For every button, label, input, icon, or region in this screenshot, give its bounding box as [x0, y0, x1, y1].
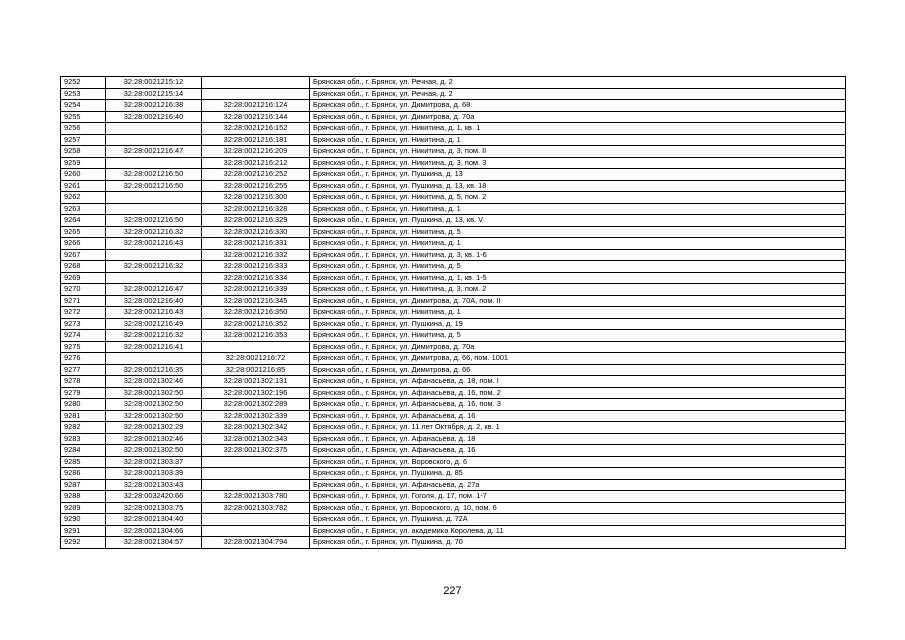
address-cell: Брянская обл., г. Брянск, ул. Пушкина, д. 13, кв. V	[310, 215, 846, 227]
table-row	[61, 330, 846, 342]
table-row	[61, 295, 846, 307]
table-row	[61, 226, 846, 238]
object-cadastral-number-cell: 32:28:0021216:209	[202, 146, 310, 158]
object-cadastral-number-cell: 32:28:0021302:196	[202, 387, 310, 399]
row-number-cell: 9272	[61, 307, 106, 319]
land-cadastral-number-cell	[106, 123, 202, 135]
table-row	[61, 387, 846, 399]
land-cadastral-number-cell	[106, 353, 202, 365]
object-cadastral-number-cell: 32:28:0021302:342	[202, 422, 310, 434]
land-cadastral-number-cell: 32:28:0032420:66	[106, 491, 202, 503]
address-cell: Брянская обл., г. Брянск, ул. Никитина, д. 5, пом. 2	[310, 192, 846, 204]
row-number-cell: 9273	[61, 318, 106, 330]
object-cadastral-number-cell: 32:28:0021216:144	[202, 111, 310, 123]
table-row	[61, 353, 846, 365]
table-row	[61, 157, 846, 169]
land-cadastral-number-cell: 32:28:0021216:38	[106, 100, 202, 112]
table-row	[61, 249, 846, 261]
land-cadastral-number-cell: 32:28:0021215:12	[106, 77, 202, 89]
address-cell: Брянская обл., г. Брянск, ул. академика Королева, д. 11	[310, 525, 846, 537]
land-cadastral-number-cell: 32:28:0021302:50	[106, 399, 202, 411]
table-row	[61, 215, 846, 227]
registry-table	[60, 76, 846, 549]
table-row	[61, 514, 846, 526]
row-number-cell: 9271	[61, 295, 106, 307]
address-cell: Брянская обл., г. Брянск, ул. Никитина, д. 5	[310, 226, 846, 238]
row-number-cell: 9289	[61, 502, 106, 514]
address-cell: Брянская обл., г. Брянск, ул. Пушкина, д. 72А	[310, 514, 846, 526]
address-cell: Брянская обл., г. Брянск, ул. Речная, д. 2	[310, 77, 846, 89]
land-cadastral-number-cell: 32:28:0021216:47	[106, 284, 202, 296]
row-number-cell: 9260	[61, 169, 106, 181]
object-cadastral-number-cell	[202, 525, 310, 537]
land-cadastral-number-cell: 32:28:0021216:47	[106, 146, 202, 158]
table-row	[61, 479, 846, 491]
land-cadastral-number-cell: 32:28:0021216:50	[106, 169, 202, 181]
land-cadastral-number-cell	[106, 192, 202, 204]
address-cell: Брянская обл., г. Брянск, ул. Никитина, д. 3, пом. 3	[310, 157, 846, 169]
object-cadastral-number-cell: 32:28:0021216:152	[202, 123, 310, 135]
object-cadastral-number-cell	[202, 514, 310, 526]
land-cadastral-number-cell: 32:28:0021303:37	[106, 456, 202, 468]
land-cadastral-number-cell: 32:28:0021216:43	[106, 307, 202, 319]
row-number-cell: 9278	[61, 376, 106, 388]
object-cadastral-number-cell: 32:28:0021216:345	[202, 295, 310, 307]
row-number-cell: 9270	[61, 284, 106, 296]
land-cadastral-number-cell: 32:28:0021216:35	[106, 364, 202, 376]
address-cell: Брянская обл., г. Брянск, ул. Гоголя, д. 17, пом. 1-7	[310, 491, 846, 503]
land-cadastral-number-cell	[106, 272, 202, 284]
table-row	[61, 341, 846, 353]
row-number-cell: 9275	[61, 341, 106, 353]
land-cadastral-number-cell: 32:28:0021216:40	[106, 295, 202, 307]
address-cell: Брянская обл., г. Брянск, ул. Афанасьева, д. 16, пом. 3	[310, 399, 846, 411]
address-cell: Брянская обл., г. Брянск, ул. Никитина, д. 1	[310, 307, 846, 319]
table-row	[61, 525, 846, 537]
land-cadastral-number-cell: 32:28:0021216:43	[106, 238, 202, 250]
row-number-cell: 9286	[61, 468, 106, 480]
row-number-cell: 9284	[61, 445, 106, 457]
object-cadastral-number-cell	[202, 341, 310, 353]
table-row	[61, 307, 846, 319]
page-number: 227	[443, 585, 462, 597]
object-cadastral-number-cell: 32:28:0021216:124	[202, 100, 310, 112]
address-cell: Брянская обл., г. Брянск, ул. Речная, д. 2	[310, 88, 846, 100]
land-cadastral-number-cell: 32:28:0021216:32	[106, 226, 202, 238]
address-cell: Брянская обл., г. Брянск, ул. 11 лет Октября, д. 2, кв. 1	[310, 422, 846, 434]
row-number-cell: 9264	[61, 215, 106, 227]
object-cadastral-number-cell: 32:28:0021216:332	[202, 249, 310, 261]
address-cell: Брянская обл., г. Брянск, ул. Димитрова, д. 70а	[310, 111, 846, 123]
object-cadastral-number-cell: 32:28:0021216:328	[202, 203, 310, 215]
land-cadastral-number-cell: 32:28:0021303:75	[106, 502, 202, 514]
row-number-cell: 9252	[61, 77, 106, 89]
address-cell: Брянская обл., г. Брянск, ул. Никитина, д. 1, кв. 1-5	[310, 272, 846, 284]
address-cell: Брянская обл., г. Брянск, ул. Никитина, д. 1	[310, 238, 846, 250]
address-cell: Брянская обл., г. Брянск, ул. Пушкина, д. 85	[310, 468, 846, 480]
object-cadastral-number-cell: 32:28:0021216:353	[202, 330, 310, 342]
row-number-cell: 9266	[61, 238, 106, 250]
table-row	[61, 261, 846, 273]
row-number-cell: 9277	[61, 364, 106, 376]
row-number-cell: 9262	[61, 192, 106, 204]
row-number-cell: 9280	[61, 399, 106, 411]
row-number-cell: 9290	[61, 514, 106, 526]
object-cadastral-number-cell: 32:28:0021216:333	[202, 261, 310, 273]
object-cadastral-number-cell: 32:28:0021216:329	[202, 215, 310, 227]
row-number-cell: 9287	[61, 479, 106, 491]
table-row	[61, 123, 846, 135]
row-number-cell: 9274	[61, 330, 106, 342]
row-number-cell: 9265	[61, 226, 106, 238]
address-cell: Брянская обл., г. Брянск, ул. Пушкина, д. 19	[310, 318, 846, 330]
land-cadastral-number-cell: 32:28:0021304:40	[106, 514, 202, 526]
table-row	[61, 180, 846, 192]
land-cadastral-number-cell	[106, 157, 202, 169]
address-cell: Брянская обл., г. Брянск, ул. Воровского, д. 10, пом. 6	[310, 502, 846, 514]
table-row	[61, 134, 846, 146]
object-cadastral-number-cell: 32:28:0021216:72	[202, 353, 310, 365]
object-cadastral-number-cell: 32:28:0021216:330	[202, 226, 310, 238]
land-cadastral-number-cell: 32:28:0021216:49	[106, 318, 202, 330]
table-row	[61, 376, 846, 388]
row-number-cell: 9279	[61, 387, 106, 399]
object-cadastral-number-cell: 32:28:0021216:252	[202, 169, 310, 181]
row-number-cell: 9283	[61, 433, 106, 445]
land-cadastral-number-cell: 32:28:0021302:50	[106, 410, 202, 422]
table-row	[61, 537, 846, 549]
address-cell: Брянская обл., г. Брянск, ул. Никитина, д. 3, кв. 1-6	[310, 249, 846, 261]
address-cell: Брянская обл., г. Брянск, ул. Пушкина, д. 13	[310, 169, 846, 181]
object-cadastral-number-cell	[202, 456, 310, 468]
row-number-cell: 9253	[61, 88, 106, 100]
row-number-cell: 9268	[61, 261, 106, 273]
address-cell: Брянская обл., г. Брянск, ул. Димитрова, д. 70А, пом. II	[310, 295, 846, 307]
land-cadastral-number-cell: 32:28:0021303:39	[106, 468, 202, 480]
land-cadastral-number-cell: 32:28:0021302:29	[106, 422, 202, 434]
address-cell: Брянская обл., г. Брянск, ул. Афанасьева, д. 16, пом. 2	[310, 387, 846, 399]
row-number-cell: 9292	[61, 537, 106, 549]
table-row	[61, 169, 846, 181]
table-row	[61, 410, 846, 422]
land-cadastral-number-cell: 32:28:0021216:50	[106, 180, 202, 192]
object-cadastral-number-cell: 32:28:0021302:375	[202, 445, 310, 457]
table-row	[61, 272, 846, 284]
land-cadastral-number-cell: 32:28:0021304:57	[106, 537, 202, 549]
land-cadastral-number-cell: 32:28:0021216:32	[106, 261, 202, 273]
object-cadastral-number-cell: 32:28:0021303:780	[202, 491, 310, 503]
table-row	[61, 422, 846, 434]
object-cadastral-number-cell: 32:28:0021304:794	[202, 537, 310, 549]
row-number-cell: 9258	[61, 146, 106, 158]
row-number-cell: 9269	[61, 272, 106, 284]
address-cell: Брянская обл., г. Брянск, ул. Афанасьева, д. 18, пом. I	[310, 376, 846, 388]
address-cell: Брянская обл., г. Брянск, ул. Никитина, д. 5	[310, 261, 846, 273]
row-number-cell: 9282	[61, 422, 106, 434]
land-cadastral-number-cell: 32:28:0021302:46	[106, 433, 202, 445]
row-number-cell: 9288	[61, 491, 106, 503]
land-cadastral-number-cell: 32:28:0021303:43	[106, 479, 202, 491]
address-cell: Брянская обл., г. Брянск, ул. Афанасьева, д. 27а	[310, 479, 846, 491]
object-cadastral-number-cell: 32:28:0021302:131	[202, 376, 310, 388]
row-number-cell: 9291	[61, 525, 106, 537]
object-cadastral-number-cell	[202, 88, 310, 100]
land-cadastral-number-cell: 32:28:0021216:41	[106, 341, 202, 353]
table-row	[61, 502, 846, 514]
table-row	[61, 445, 846, 457]
address-cell: Брянская обл., г. Брянск, ул. Афанасьева, д. 18	[310, 433, 846, 445]
table-row	[61, 491, 846, 503]
land-cadastral-number-cell: 32:28:0021216:50	[106, 215, 202, 227]
row-number-cell: 9255	[61, 111, 106, 123]
table-row	[61, 318, 846, 330]
land-cadastral-number-cell: 32:28:0021304:66	[106, 525, 202, 537]
row-number-cell: 9259	[61, 157, 106, 169]
land-cadastral-number-cell	[106, 249, 202, 261]
object-cadastral-number-cell: 32:28:0021216:181	[202, 134, 310, 146]
object-cadastral-number-cell: 32:28:0021216:334	[202, 272, 310, 284]
land-cadastral-number-cell: 32:28:0021302:50	[106, 445, 202, 457]
address-cell: Брянская обл., г. Брянск, ул. Пушкина, д. 13, кв. 18	[310, 180, 846, 192]
object-cadastral-number-cell	[202, 468, 310, 480]
table-row	[61, 456, 846, 468]
table-row	[61, 203, 846, 215]
object-cadastral-number-cell: 32:28:0021302:339	[202, 410, 310, 422]
address-cell: Брянская обл., г. Брянск, ул. Никитина, д. 1	[310, 134, 846, 146]
table-row	[61, 399, 846, 411]
address-cell: Брянская обл., г. Брянск, ул. Афанасьева, д. 16	[310, 445, 846, 457]
row-number-cell: 9281	[61, 410, 106, 422]
object-cadastral-number-cell: 32:28:0021216:212	[202, 157, 310, 169]
address-cell: Брянская обл., г. Брянск, ул. Никитина, д. 1	[310, 203, 846, 215]
table-row	[61, 88, 846, 100]
land-cadastral-number-cell	[106, 203, 202, 215]
object-cadastral-number-cell	[202, 77, 310, 89]
table-row	[61, 111, 846, 123]
row-number-cell: 9285	[61, 456, 106, 468]
row-number-cell: 9257	[61, 134, 106, 146]
table-row	[61, 468, 846, 480]
table-row	[61, 238, 846, 250]
address-cell: Брянская обл., г. Брянск, ул. Димитрова, д. 68	[310, 100, 846, 112]
address-cell: Брянская обл., г. Брянск, ул. Димитрова, д. 70а	[310, 341, 846, 353]
row-number-cell: 9254	[61, 100, 106, 112]
registry-table-body	[61, 77, 846, 549]
object-cadastral-number-cell	[202, 479, 310, 491]
address-cell: Брянская обл., г. Брянск, ул. Никитина, д. 3, пом. II	[310, 146, 846, 158]
row-number-cell: 9267	[61, 249, 106, 261]
address-cell: Брянская обл., г. Брянск, ул. Воровского, д. 6	[310, 456, 846, 468]
table-row	[61, 146, 846, 158]
object-cadastral-number-cell: 32:28:0021303:782	[202, 502, 310, 514]
land-cadastral-number-cell: 32:28:0021302:50	[106, 387, 202, 399]
address-cell: Брянская обл., г. Брянск, ул. Димитрова, д. 66, пом. 1001	[310, 353, 846, 365]
address-cell: Брянская обл., г. Брянск, ул. Никитина, д. 5	[310, 330, 846, 342]
table-row	[61, 364, 846, 376]
object-cadastral-number-cell: 32:28:0021216:350	[202, 307, 310, 319]
row-number-cell: 9263	[61, 203, 106, 215]
table-row	[61, 433, 846, 445]
row-number-cell: 9256	[61, 123, 106, 135]
address-cell: Брянская обл., г. Брянск, ул. Никитина, д. 3, пом. 2	[310, 284, 846, 296]
object-cadastral-number-cell: 32:28:0021216:339	[202, 284, 310, 296]
object-cadastral-number-cell: 32:28:0021216:331	[202, 238, 310, 250]
object-cadastral-number-cell: 32:28:0021216:300	[202, 192, 310, 204]
row-number-cell: 9261	[61, 180, 106, 192]
address-cell: Брянская обл., г. Брянск, ул. Пушкина, д. 70	[310, 537, 846, 549]
object-cadastral-number-cell: 32:28:0021216:352	[202, 318, 310, 330]
object-cadastral-number-cell: 32:28:0021216:255	[202, 180, 310, 192]
table-row	[61, 77, 846, 89]
table-row	[61, 192, 846, 204]
address-cell: Брянская обл., г. Брянск, ул. Димитрова, д. 66	[310, 364, 846, 376]
land-cadastral-number-cell: 32:28:0021216:32	[106, 330, 202, 342]
land-cadastral-number-cell	[106, 134, 202, 146]
land-cadastral-number-cell: 32:28:0021216:40	[106, 111, 202, 123]
object-cadastral-number-cell: 32:28:0021216:85	[202, 364, 310, 376]
address-cell: Брянская обл., г. Брянск, ул. Афанасьева, д. 16	[310, 410, 846, 422]
row-number-cell: 9276	[61, 353, 106, 365]
land-cadastral-number-cell: 32:28:0021302:46	[106, 376, 202, 388]
object-cadastral-number-cell: 32:28:0021302:289	[202, 399, 310, 411]
land-cadastral-number-cell: 32:28:0021215:14	[106, 88, 202, 100]
address-cell: Брянская обл., г. Брянск, ул. Никитина, д. 1, кв. 1	[310, 123, 846, 135]
table-row	[61, 284, 846, 296]
object-cadastral-number-cell: 32:28:0021302:343	[202, 433, 310, 445]
table-row	[61, 100, 846, 112]
